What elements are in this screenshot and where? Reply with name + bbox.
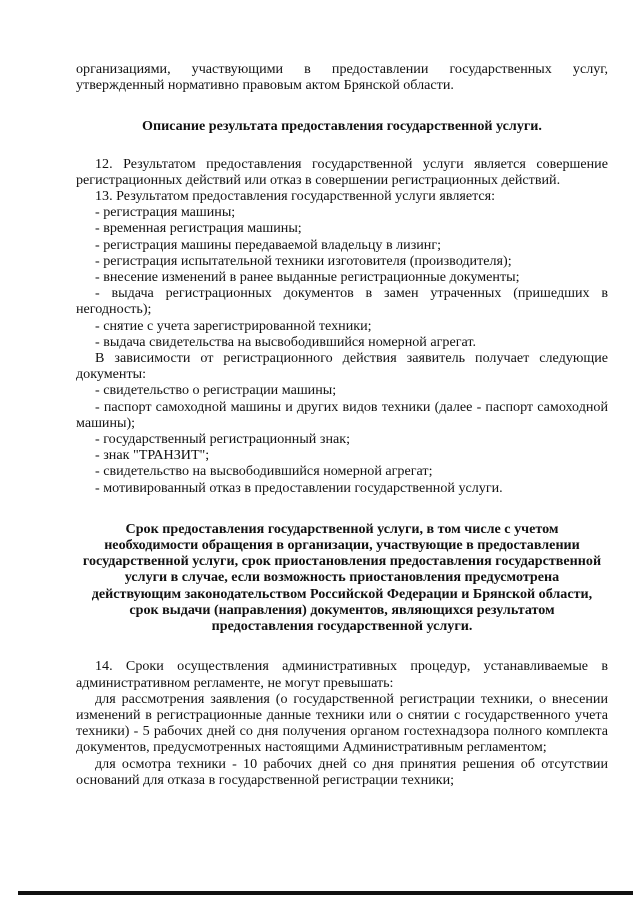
list-item: - регистрация машины;	[95, 204, 236, 221]
heading-terms: Срок предоставления государственной услуги, в том числе с учетом необходимости обращения в организации, участвующие в предоставлении государственной услуги, срок приостановления предоставления государственной услуги в случае, если возможность приостановления предусмотрена действующим законодательством Российской Федерации и Брянской области, срок выдачи (направления) документов, являющихся результатом предоставления государственной услуги.	[82, 520, 602, 635]
bottom-border-line	[18, 891, 633, 895]
list-item: - регистрация машины передаваемой владельцу в лизинг;	[95, 236, 442, 253]
paragraph-14-inspection-term: для осмотра техники - 10 рабочих дней со дня принятия решения об отсутствии оснований для отказа в государственной регистрации техники;	[76, 755, 608, 788]
documents-intro: В зависимости от регистрационного действия заявитель получает следующие документы:	[76, 350, 608, 383]
paragraph-14: 14. Сроки осуществления административных процедур, устанавливаемые в административном регламенте, не могут превышать:	[76, 658, 608, 691]
paragraph-13: 13. Результатом предоставления государственной услуги является:	[95, 188, 496, 205]
list-item: - снятие с учета зарегистрированной техники;	[95, 317, 372, 334]
list-item: - выдача свидетельства на высвободившийся номерной агрегат.	[95, 333, 476, 350]
list-item: - временная регистрация машины;	[95, 220, 302, 237]
list-item: - мотивированный отказ в предоставлении государственной услуги.	[95, 479, 503, 496]
list-item: - знак "ТРАНЗИТ";	[95, 447, 210, 464]
paragraph-14-review-term: для рассмотрения заявления (о государственной регистрации техники, о внесении изменений в регистрационные данные техники или о снятии с государственного учета техники) - 5 рабочих дней со дня получения органом гостехнадзора полного комплекта документов, предусмотренных настоящими Административным регламентом;	[76, 690, 608, 756]
intro-line-2: утвержденный нормативно правовым актом Брянской области.	[76, 77, 454, 94]
document-body	[76, 61, 608, 788]
list-item: - выдача регистрационных документов в замен утраченных (пришедших в негодность);	[76, 285, 608, 318]
intro-line-1: организациями, участвующими в предоставлении государственных услуг,	[76, 61, 608, 77]
paragraph-12: 12. Результатом предоставления государственной услуги является совершение регистрационных действий или отказ в совершении регистрационных действий.	[76, 155, 608, 188]
list-item: - регистрация испытательной техники изготовителя (производителя);	[95, 252, 512, 269]
list-item: - свидетельство на высвободившийся номерной агрегат;	[95, 463, 433, 480]
heading-result-description: Описание результата предоставления государственной услуги.	[142, 118, 542, 135]
list-item: - свидетельство о регистрации машины;	[95, 382, 337, 399]
list-item: - внесение изменений в ранее выданные регистрационные документы;	[95, 269, 520, 286]
list-item: - государственный регистрационный знак;	[95, 431, 351, 448]
list-item: - паспорт самоходной машины и других видов техники (далее - паспорт самоходной машины);	[76, 398, 608, 431]
